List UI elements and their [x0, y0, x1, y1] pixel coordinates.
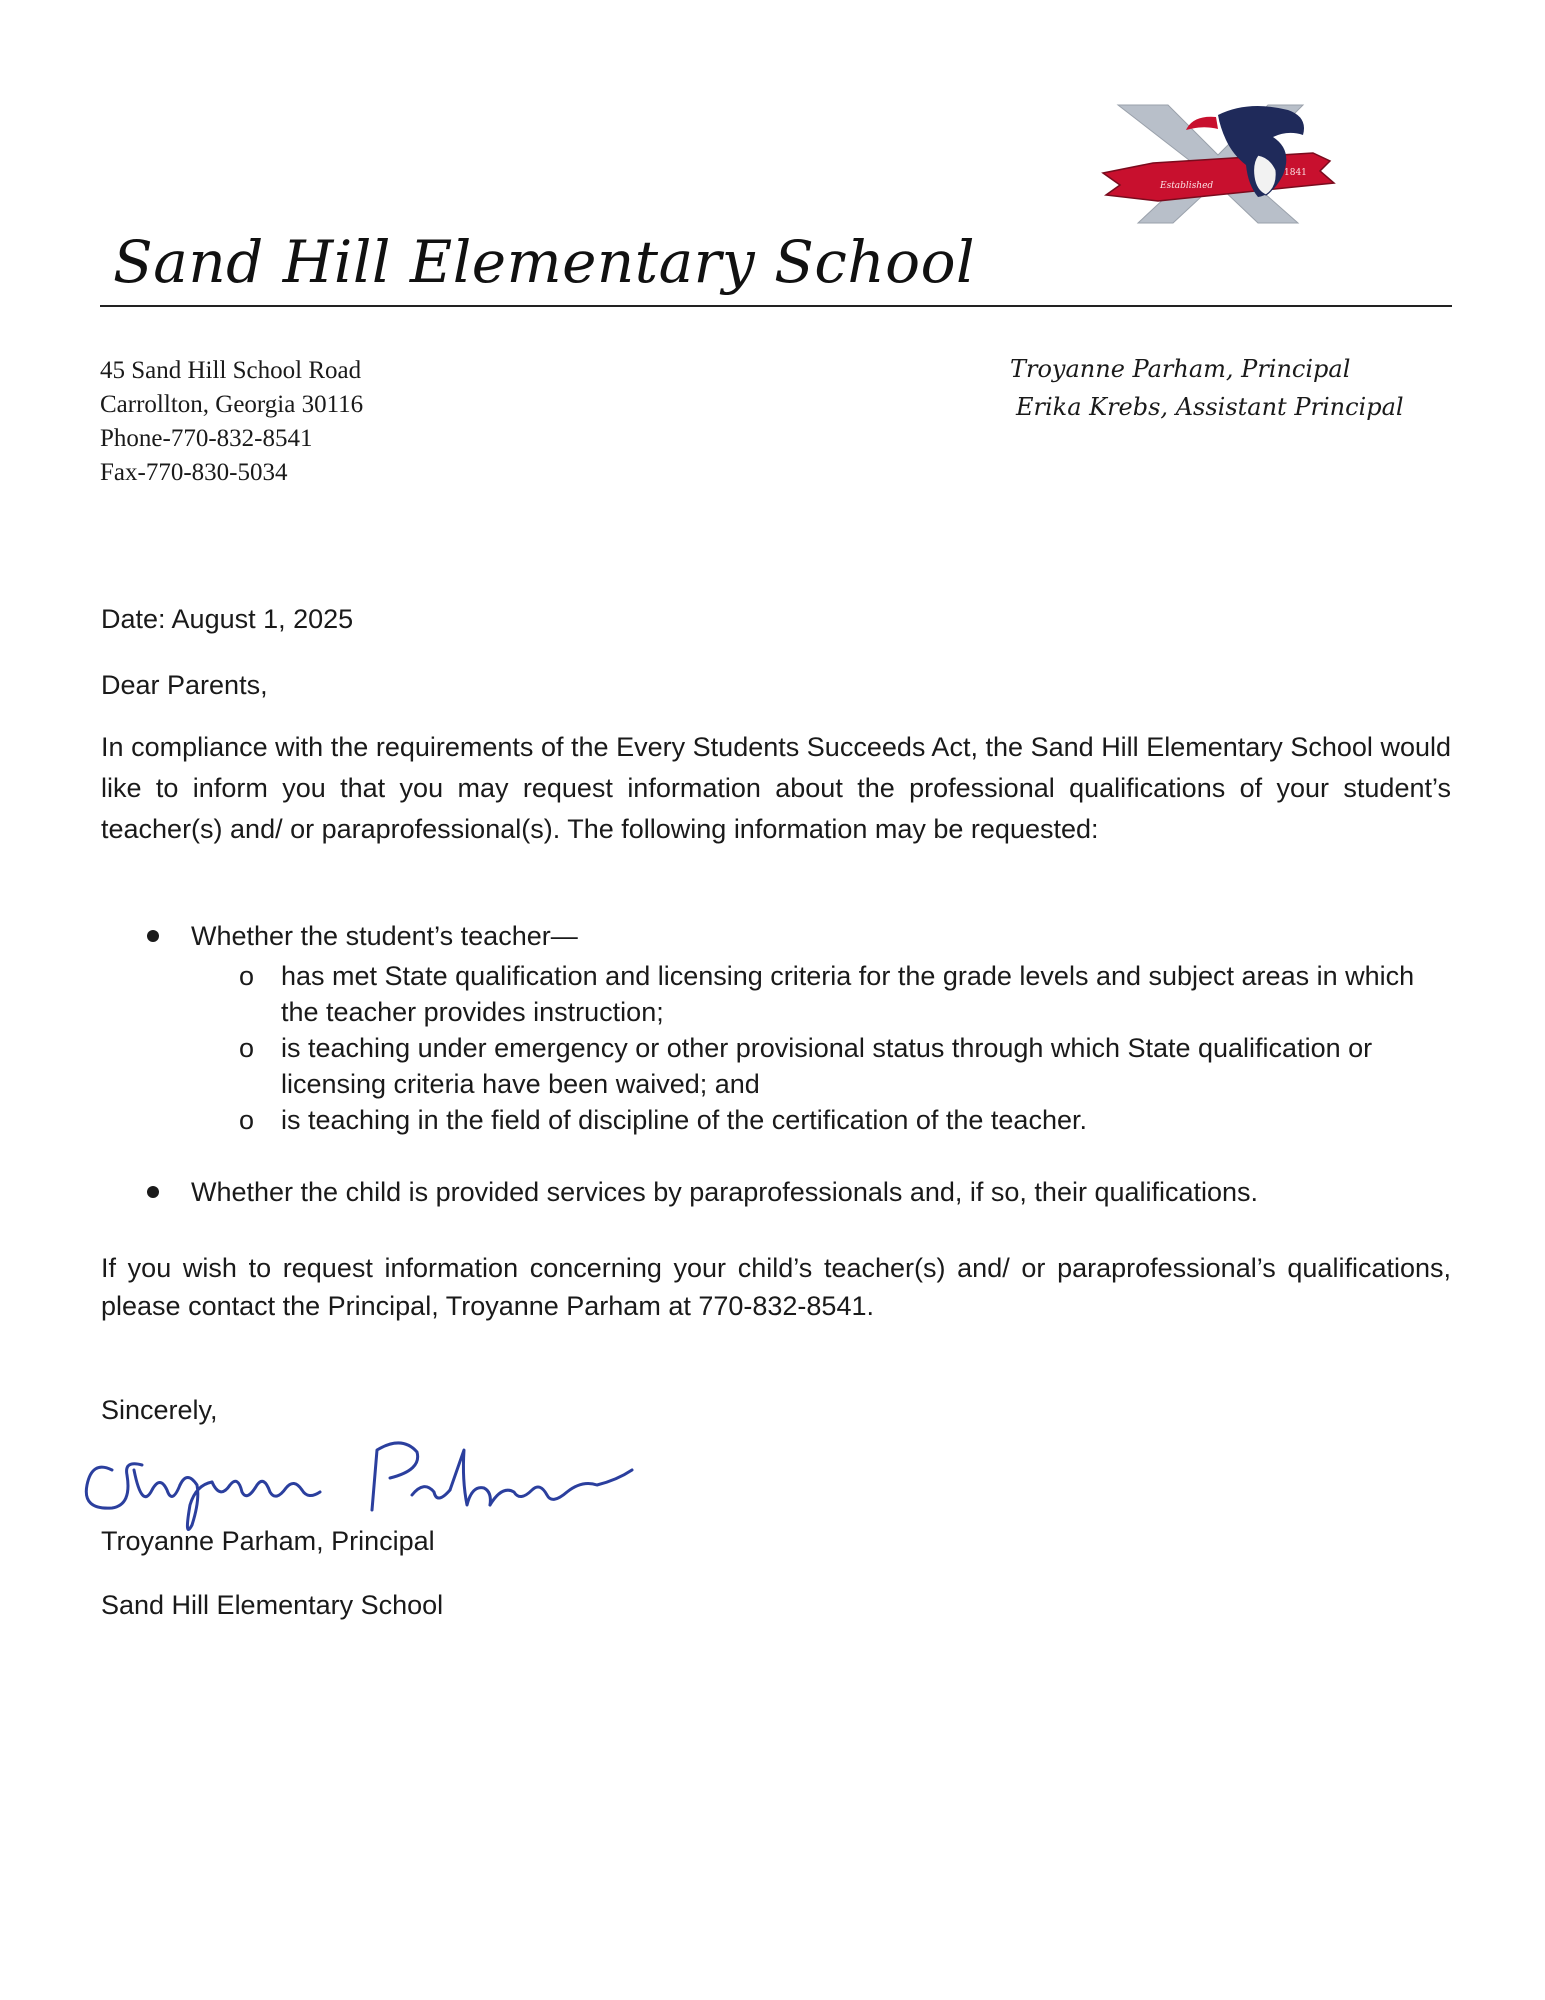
- letter-closing: Sincerely,: [101, 1395, 218, 1425]
- signer-school: Sand Hill Elementary School: [101, 1590, 444, 1620]
- header-divider: [100, 305, 1452, 307]
- list-item: [101, 958, 1451, 1030]
- assistant-principal-name: Erika Krebs, Assistant Principal: [1016, 393, 1404, 421]
- list-item: [101, 1030, 1451, 1102]
- logo-banner-text-left: Established: [1160, 181, 1214, 191]
- letter-date: Date: August 1, 2025: [101, 604, 354, 634]
- sub-bullet-marker: o: [239, 961, 255, 991]
- signer-name: Troyanne Parham, Principal: [101, 1526, 435, 1556]
- logo-plume: [1186, 117, 1218, 130]
- sub-bullet-marker: o: [239, 1105, 255, 1135]
- bullet-text: Whether the student’s teacher—: [191, 921, 578, 951]
- intro-paragraph: In compliance with the requirements of the Every Students Succeeds Act, the Sand Hill Elementary School would like to inform you that you may request information about the professional qualifications of your student’s teacher(s) and/ or paraprofessional(s). The following information may be requested:: [101, 732, 1451, 844]
- school-officials: [1010, 350, 1404, 426]
- logo-banner-text-right: 1841: [1284, 168, 1307, 178]
- list-item: [101, 1174, 1451, 1210]
- sub-bullet-marker: o: [239, 1033, 255, 1063]
- teacher-criteria-sublist: [101, 958, 1451, 1138]
- address-street: 45 Sand Hill School Road: [100, 357, 362, 384]
- school-mascot-logo: [1098, 95, 1338, 225]
- sub-item-text: has met State qualification and licensing criteria for the grade levels and subject areas in which the teacher provides instruction;: [281, 961, 1415, 1027]
- address-phone: Phone-770-832-8541: [100, 425, 313, 452]
- school-address: [100, 354, 363, 490]
- address-fax: Fax-770-830-5034: [100, 459, 288, 486]
- bullet-text: Whether the child is provided services by paraprofessionals and, if so, their qualifications.: [191, 1177, 1259, 1207]
- list-item: [101, 918, 1451, 954]
- letter-salutation: Dear Parents,: [101, 670, 268, 700]
- principal-name: Troyanne Parham, Principal: [1010, 355, 1351, 383]
- bullet-icon: [147, 1186, 159, 1198]
- school-name: Sand Hill Elementary School: [113, 228, 976, 296]
- sub-item-text: is teaching under emergency or other provisional status through which State qualification or licensing criteria have been waived; and: [281, 1033, 1373, 1099]
- bullet-icon: [147, 930, 159, 942]
- list-item: [101, 1102, 1451, 1138]
- request-paragraph: If you wish to request information concerning your child’s teacher(s) and/ or paraprofessional’s qualifications, please contact the Principal, Troyanne Parham at 770-832-8541.: [101, 1253, 1451, 1321]
- requested-info-list: [101, 918, 1451, 1210]
- sub-item-text: is teaching in the field of discipline of the certification of the teacher.: [281, 1105, 1087, 1135]
- address-city: Carrollton, Georgia 30116: [100, 391, 364, 418]
